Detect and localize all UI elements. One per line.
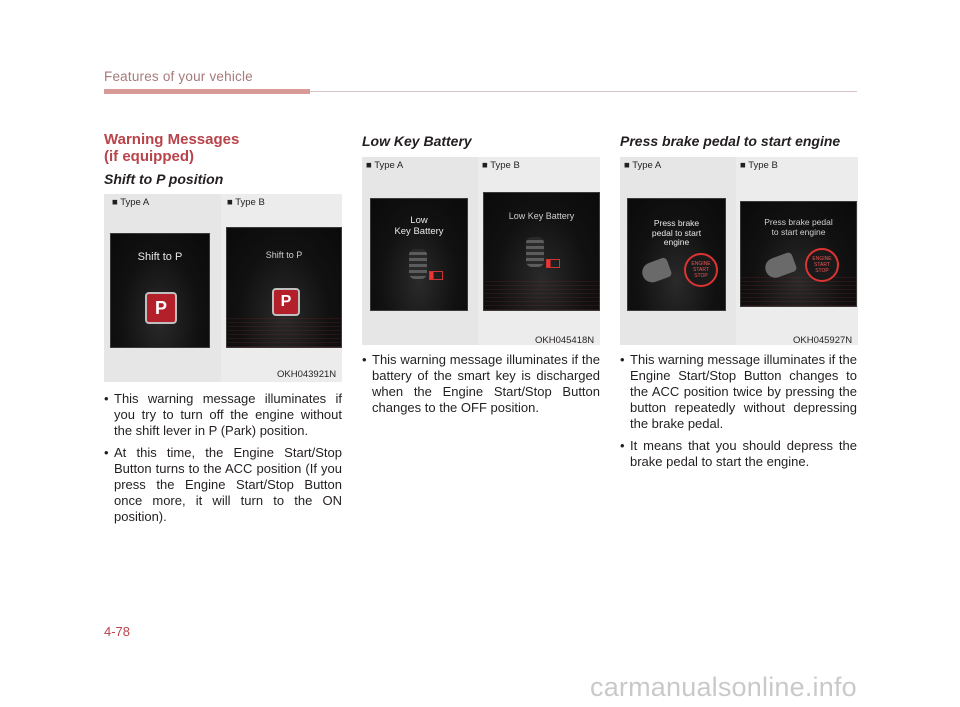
list-item: • This warning message illuminates if you try to turn off the engine without the shift lever in P (Park) position. [104, 391, 342, 439]
subtitle-press-brake: Press brake pedal to start engine [620, 133, 841, 149]
figure-code: OKH043921N [277, 369, 337, 380]
screen-message: Press brake pedal to start engine [651, 218, 702, 247]
panel-type-b [221, 194, 342, 382]
key-fob-icon [526, 237, 544, 267]
list-item: • It means that you should depress the brake pedal to start the engine. [620, 438, 857, 470]
cluster-screen-a [370, 198, 468, 311]
cluster-screen-b [740, 201, 857, 307]
figure-code: OKH045927N [793, 335, 853, 346]
screen-message: Press brake pedal to start engine [764, 217, 833, 237]
type-a-label: ■ Type A [366, 160, 404, 171]
gear-p-indicator: P [145, 292, 177, 324]
screen-message: Low Key Battery [394, 215, 444, 237]
screen-message: Low Key Battery [508, 211, 575, 221]
engine-start-stop-button-icon: ENGINE START STOP [684, 253, 718, 287]
panel-type-b [478, 157, 600, 345]
gear-p-indicator: P [272, 288, 300, 316]
screen-message: Shift to P [265, 250, 303, 260]
engine-start-stop-button-icon: ENGINE START STOP [805, 248, 839, 282]
cluster-screen-b [483, 192, 600, 311]
panel-type-b [736, 157, 858, 345]
running-header: Features of your vehicle [104, 69, 253, 84]
list-item: • This warning message illuminates if the Engine Start/Stop Button changes to the ACC position twice by pressing the button repeatedly without depressing the brake pedal. [620, 352, 857, 432]
subtitle-shift-to-p: Shift to P position [104, 171, 224, 187]
panel-type-a [362, 157, 476, 345]
type-a-label: ■ Type A [624, 160, 662, 171]
panel-type-a [104, 194, 220, 382]
watermark: carmanualsonline.info [590, 672, 857, 702]
battery-low-icon [546, 259, 560, 268]
bullet-list [362, 352, 600, 422]
figure-code: OKH045418N [535, 335, 595, 346]
type-b-label: ■ Type B [227, 197, 265, 208]
list-item: • At this time, the Engine Start/Stop Button turns to the ACC position (If you press the Engine Start/Stop Button once more, it will turn to the ON position). [104, 445, 342, 525]
key-fob-icon [409, 249, 427, 279]
type-a-label: ■ Type A [112, 197, 150, 208]
cluster-screen-b [226, 227, 342, 348]
figure-press-brake [620, 157, 858, 345]
subtitle-low-key-battery: Low Key Battery [362, 133, 472, 149]
header-accent-bar [104, 89, 310, 94]
header-rule [310, 91, 857, 92]
cluster-screen-a [110, 233, 210, 348]
cluster-screen-a [627, 198, 726, 311]
page-number: 4-78 [104, 624, 131, 639]
bullet-list [620, 352, 857, 476]
screen-message: Shift to P [137, 251, 183, 263]
bullet-list [104, 391, 342, 531]
list-item: • This warning message illuminates if the battery of the smart key is discharged when the Engine Start/Stop Button changes to the OFF position. [362, 352, 600, 416]
panel-type-a [620, 157, 735, 345]
figure-shift-to-p [104, 194, 342, 382]
figure-low-key-battery [362, 157, 600, 345]
type-b-label: ■ Type B [740, 160, 778, 171]
battery-low-icon [429, 271, 443, 280]
section-title: Warning Messages (if equipped) [104, 131, 240, 165]
type-b-label: ■ Type B [482, 160, 520, 171]
